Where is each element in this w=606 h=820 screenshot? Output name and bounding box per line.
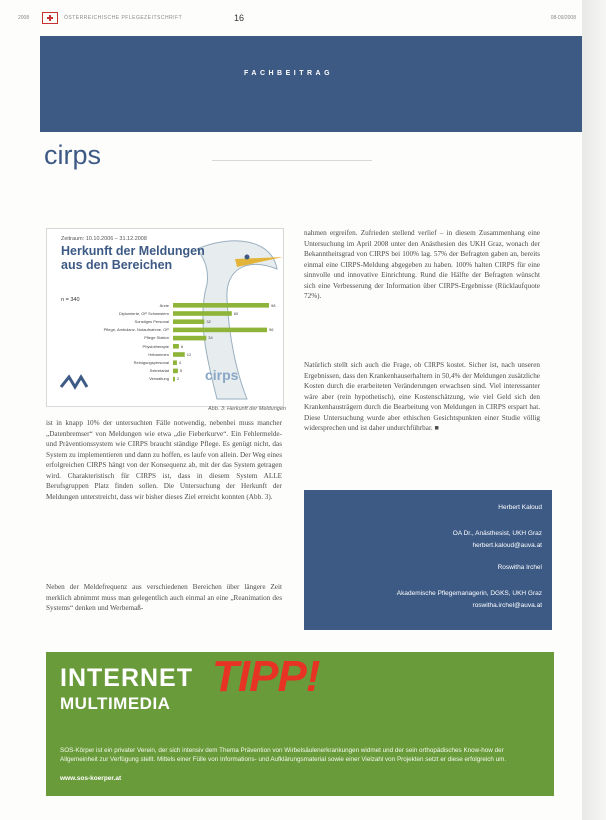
title-divider	[212, 160, 372, 161]
internet-tip-box	[46, 652, 554, 796]
bar	[173, 319, 204, 324]
bar	[173, 360, 177, 365]
bar-value-label: 12	[186, 351, 192, 357]
chart-n-label: n = 340	[61, 297, 80, 303]
chart-date-range: Zeitraum: 10.10.2006 – 31.12.2008	[61, 236, 147, 242]
page-header	[18, 12, 590, 26]
bar	[173, 303, 269, 308]
bar-label: Ärzte	[159, 302, 169, 308]
bar	[173, 336, 206, 341]
bar-label: Reinigungspersonal	[133, 359, 169, 365]
bar	[173, 369, 178, 374]
bird-eye-icon	[245, 255, 250, 260]
body-text-col2-top: nahmen ergreifen. Zufrieden stellend verlief – in diesem Zusammenhang eine Untersuchung im April 2008 unter den Anästhesien des UKH Graz, wonach der Bekanntheitsgrad von CIRPS bei 100% lag. 57% der Befragten gaben an, bereits einmal eine CIRPS-Meldung abgegeben zu haben. 100% halten CIRPS für eine sinnvolle und innovative Einrichtung. Rund die Hälfte der Befragten wünscht sich eine Verbesserung der Information über CIRPS-Ergebnisse (Rücklaufquote 72%).	[304, 229, 540, 300]
bar-value-label: 60	[233, 310, 239, 316]
magazine-title: ÖSTERREICHISCHE PFLEGEZEITSCHRIFT	[64, 15, 183, 21]
header-date: 2008	[18, 15, 30, 21]
bar-label: Sekretariat	[149, 368, 169, 374]
page-edge-shadow	[582, 0, 606, 820]
bar-label: Pflege, Ambulanz, Notaufnahme, OP	[103, 327, 169, 333]
bar-value-label: 34	[208, 335, 213, 341]
bar	[173, 344, 179, 349]
chart-heading-line1: Herkunft der Meldungen	[61, 244, 205, 258]
chart-heading	[61, 244, 221, 272]
tipp-stamp: TIPP!	[212, 652, 320, 701]
author1-email[interactable]: herbert.kaloud@auva.at	[472, 542, 542, 549]
body-text-col1-bottom: Neben der Meldefrequenz aus verschiedenen Bereichen über längere Zeit merklich abnimmt muss man gelegentlich auch einmal an eine „Reanimation des Systems“ denken und Werbemaß-	[46, 583, 282, 612]
bar-label: Pflege Station	[144, 335, 169, 341]
author1-role: OA Dr., Anästhesist, UKH Graz	[452, 530, 542, 537]
bar-value-label: 98	[271, 302, 276, 308]
bar-label: Diplomierte, OP Schwestern	[118, 310, 169, 316]
section-band	[40, 36, 582, 132]
bar-value-label: 4	[178, 359, 182, 365]
figure-caption: Abb. 3: Herkunft der Meldungen	[208, 406, 286, 412]
tip-url-link[interactable]: www.sos-koerper.at	[60, 775, 122, 782]
cross-logo-icon	[42, 12, 58, 24]
cirps-logo-text: cirps	[205, 367, 239, 383]
tip-heading-line1: INTERNET	[60, 664, 193, 692]
body-text-col2-bottom: Natürlich stellt sich auch die Frage, ob CIRPS kostet. Sicher ist, nach unseren Ergebnissen, dass den Krankenhauserhaltern in 50,4% der Meldungen zusätzliche Kosten durch die erarbeiteten Veränderungen erwachsen sind. Viel interessanter wäre aber (rein hypothetisch), eine Kostenschätzung, wie viel Geld sich den Krankenhausträgern durch die Bearbeitung von Meldungen in CIRPS erspart hat. Diese Untersuchung wurde aber ethischen Gesichtspunkten einer Studie völlig widersprechen und ist daher undurchführbar. ■	[304, 361, 540, 432]
bar	[173, 377, 175, 382]
bar-value-label: 32	[206, 318, 211, 324]
body-text-col1-top: ist in knapp 10% der untersuchten Fälle notwendig, nebenbei muss mancher „Datenbremser“ von Meldungen wie etwa „die Fieberkurve“. Ein Fehlermelde- und Präventionssystem wie CIRPS braucht ständige Pflege. Es genügt nicht, das System zu implementieren und dann zu hoffen, es laufe von allein. Der Weg eines erfolgreichen CIRPS hängt von der Konsequenz ab, mit der das System getragen wird. Charakteristisch für CIRPS ist, dass in diesem System ALLE Berufsgruppen Platz finden sollen. Die Untersuchung der Herkunft der Meldungen unterstreicht, dass wir bisher dieses Ziel erreicht konnten (Abb. 3).	[46, 419, 282, 501]
bar-label: Physiotherapie	[142, 343, 169, 349]
author2-role: Akademische Pflegemanagerin, DGKS, UKH Graz	[396, 590, 542, 597]
tip-text: SOS-Körper ist ein privater Verein, der sich intensiv dem Thema Prävention von Wirbelsäulenerkrankungen widmet und der sein orthopädisches Know-how der Allgemeinheit zur Verfügung stellt. Mittels einer Fülle von Informations- und Aufklärungsmaterial sowie einer Vielzahl von Projekten setzt er diese erfolgreich um.	[60, 747, 507, 763]
bar-label: Sonstiges Personal	[134, 318, 169, 324]
bar-label: Hebammen	[148, 351, 169, 357]
chart-heading-line2: aus den Bereichen	[61, 258, 173, 272]
bar	[173, 352, 185, 357]
author1-name: Herbert Kaloud	[498, 504, 542, 511]
bar-value-label: 2	[176, 376, 180, 382]
bar-value-label: 96	[269, 327, 274, 333]
bar	[173, 311, 232, 316]
bar-label: Verwaltung	[149, 376, 169, 382]
article-title: cirps	[44, 140, 102, 170]
author-box	[304, 490, 552, 630]
author2-name: Roswitha Irchel	[497, 564, 542, 571]
author2-email[interactable]: roswitha.irchel@auva.at	[472, 602, 542, 609]
section-label: FACHBEITRAG	[244, 70, 334, 77]
chart-figure	[46, 228, 284, 407]
bar-value-label: 6	[180, 343, 184, 349]
tip-heading-line2: MULTIMEDIA	[60, 694, 171, 713]
bar-value-label: 5	[179, 368, 183, 374]
page-number: 16	[234, 13, 245, 23]
bar	[173, 328, 267, 333]
issue-label: 08-09/2008	[550, 15, 576, 21]
